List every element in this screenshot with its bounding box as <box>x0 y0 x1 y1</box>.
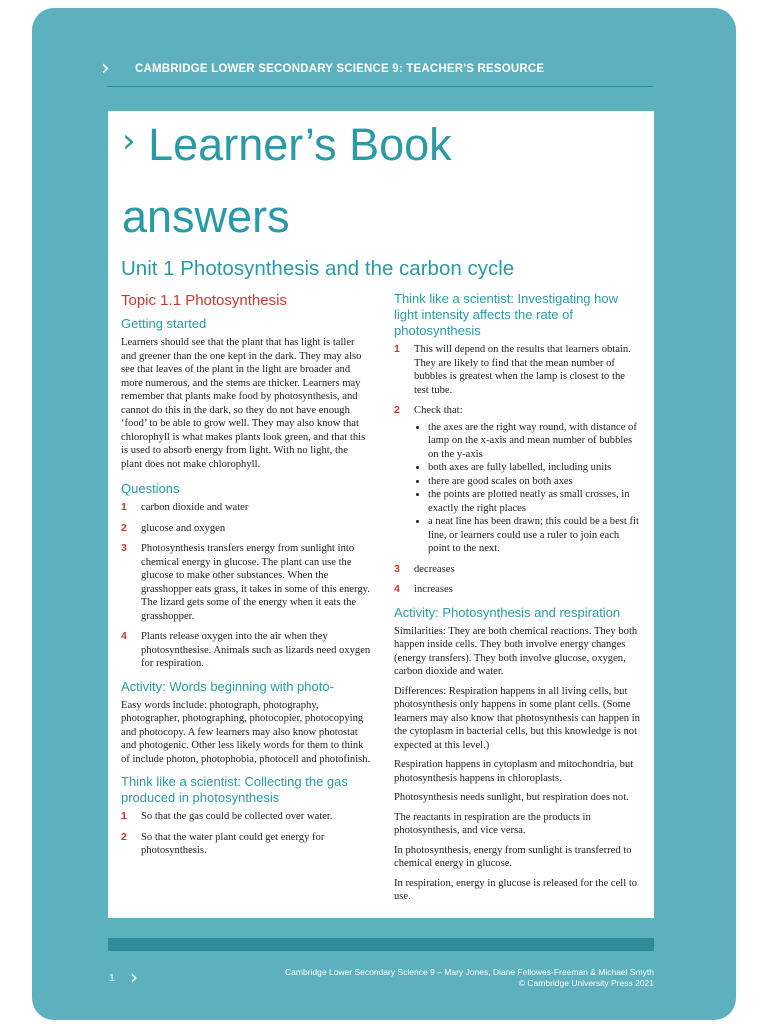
activity-paragraph: In photosynthesis, energy from sunlight is transferred to chemical energy in glucose. <box>394 844 632 869</box>
question-answer: Check that: <box>414 405 463 416</box>
activity-paragraph: Photosynthesis needs sunlight, but respiration does not. <box>394 792 629 803</box>
question-answer: So that the water plant could get energy for photosynthesis. <box>141 831 325 856</box>
activity-respiration-heading: Activity: Photosynthesis and respiration <box>394 604 621 620</box>
header-chevron-icon: › <box>101 56 110 81</box>
question-item <box>394 404 642 556</box>
page-number: 1 <box>109 972 115 984</box>
question-number: 2 <box>121 830 127 843</box>
next-chevron-icon[interactable]: › <box>130 965 138 989</box>
list-item: • there are good scales on both axes <box>428 475 642 489</box>
question-number: 1 <box>121 810 127 822</box>
question-answer: This will depend on the results that learners obtain. They are likely to find that the mean number of bubbles is greatest when the lamp is closest to the test tube. <box>414 344 631 396</box>
question-item <box>394 583 642 597</box>
activity-paragraph: Differences: Respiration happens in all living cells, but photosynthesis only happens in some plant cells. (Some learners may also know that photosynthesis can happen in the cytoplasm in bacterial cells, but this knowledge is not expected at this level.) <box>394 685 640 751</box>
question-answer-block <box>414 404 642 556</box>
list-item: • a neat line has been drawn; this could be a best fit line, or learners could use a ruler to join each point to the next. <box>428 515 642 556</box>
question-item <box>121 810 371 824</box>
footer-bar <box>108 938 654 951</box>
question-item <box>394 563 642 577</box>
question-item <box>121 522 371 536</box>
title-chevron-icon: › <box>122 121 136 161</box>
getting-started-text: Learners should see that the plant that has light is taller and greener than the one kept in the dark. They may also see that leaves of the plant in the light are broader and more numerous, and the stems are thicker. Learners may remember that plants make food by photosynthesis, and cannot do this in the dark, so they do not have enough ‘food’ to be able to grow well. They may also know that chlorophyll is what makes plants look green, and that this is used to absorb energy from light. With no light, the plant does not make chlorophyll. <box>121 337 366 470</box>
question-number: 1 <box>394 343 400 355</box>
topic-heading: Topic 1.1 Photosynthesis <box>121 292 287 309</box>
question-number: 1 <box>121 501 127 513</box>
question-item <box>121 501 371 515</box>
question-answer: So that the gas could be collected over water. <box>141 811 333 822</box>
light-intensity-heading: Think like a scientist: Investigating how light intensity affects the rate of photosynthesis <box>394 291 618 338</box>
page-title-line2: answers <box>122 191 290 242</box>
collecting-gas-heading: Think like a scientist: Collecting the gas produced in photosynthesis <box>121 774 348 805</box>
question-answer: Plants release oxygen into the air when they photosynthesise. Animals such as lizards need oxygen for respiration. <box>141 631 371 669</box>
footer-copyright: © Cambridge University Press 2021 <box>518 978 654 988</box>
page-title-line1 <box>122 115 452 171</box>
header-title: CAMBRIDGE LOWER SECONDARY SCIENCE 9: TEACHER'S RESOURCE <box>135 63 545 75</box>
question-item <box>121 630 371 671</box>
document-page <box>108 111 654 918</box>
activity-words-text: Easy words include: photograph, photography, photographer, photographing, photocopier, photocopying and photocopy. A few learners may also know photostat and photogenic. Other less likely words for them to think of include photon, photophobia, photocell and photofinish. <box>121 699 371 765</box>
list-item: • the axes are the right way round, with distance of lamp on the x-axis and mean number of bubbles on the y-axis <box>428 421 642 462</box>
question-item <box>394 343 642 397</box>
activity-paragraph: In respiration, energy in glucose is released for the cell to use. <box>394 877 638 902</box>
activity-paragraph: Similarities: They are both chemical reactions. They both happen inside cells. They both involve energy changes (energy transfers). They both involve glucose, oxygen, carbon dioxide and water. <box>394 625 638 677</box>
activity-paragraph: The reactants in respiration are the products in photosynthesis, and vice versa. <box>394 811 591 836</box>
question-item <box>121 542 371 623</box>
question-item <box>121 831 371 858</box>
page-title-text: Learner’s Book <box>148 119 452 170</box>
question-answer: decreases <box>414 563 455 575</box>
question-answer: Photosynthesis transfers energy from sunlight into chemical energy in glucose. The plant can use the glucose to make other substances. When the grasshopper eats grass, it takes in some of this energy. The lizard gets some of the energy when it eats the grasshopper. <box>141 543 370 622</box>
question-answer: carbon dioxide and water <box>141 502 249 513</box>
question-number: 4 <box>394 583 400 595</box>
header-divider <box>107 86 653 87</box>
question-number: 4 <box>121 630 127 642</box>
getting-started-heading: Getting started <box>121 316 207 331</box>
unit-title: Unit 1 Photosynthesis and the carbon cycle <box>121 257 515 280</box>
question-answer: increases <box>414 584 453 595</box>
question-answer: glucose and oxygen <box>141 522 226 534</box>
left-column <box>121 291 371 865</box>
footer-credit-line: Cambridge Lower Secondary Science 9 – Mary Jones, Diane Fellowes-Freeman & Michael Smyth <box>285 967 654 977</box>
questions-heading: Questions <box>121 481 180 496</box>
question-number: 3 <box>394 562 400 575</box>
activity-paragraph: Respiration happens in cytoplasm and mitochondria, but photosynthesis happens in chloroplasts. <box>394 759 634 784</box>
right-column <box>394 291 642 910</box>
question-number: 2 <box>121 521 127 534</box>
footer-credits <box>234 967 654 989</box>
activity-words-heading: Activity: Words beginning with photo- <box>121 678 334 694</box>
list-item: • both axes are fully labelled, including units <box>428 461 642 475</box>
question-number: 3 <box>121 542 127 554</box>
question-number: 2 <box>394 404 400 416</box>
list-item: • the points are plotted neatly as small crosses, in exactly the right places <box>428 488 642 515</box>
checklist <box>414 421 642 556</box>
